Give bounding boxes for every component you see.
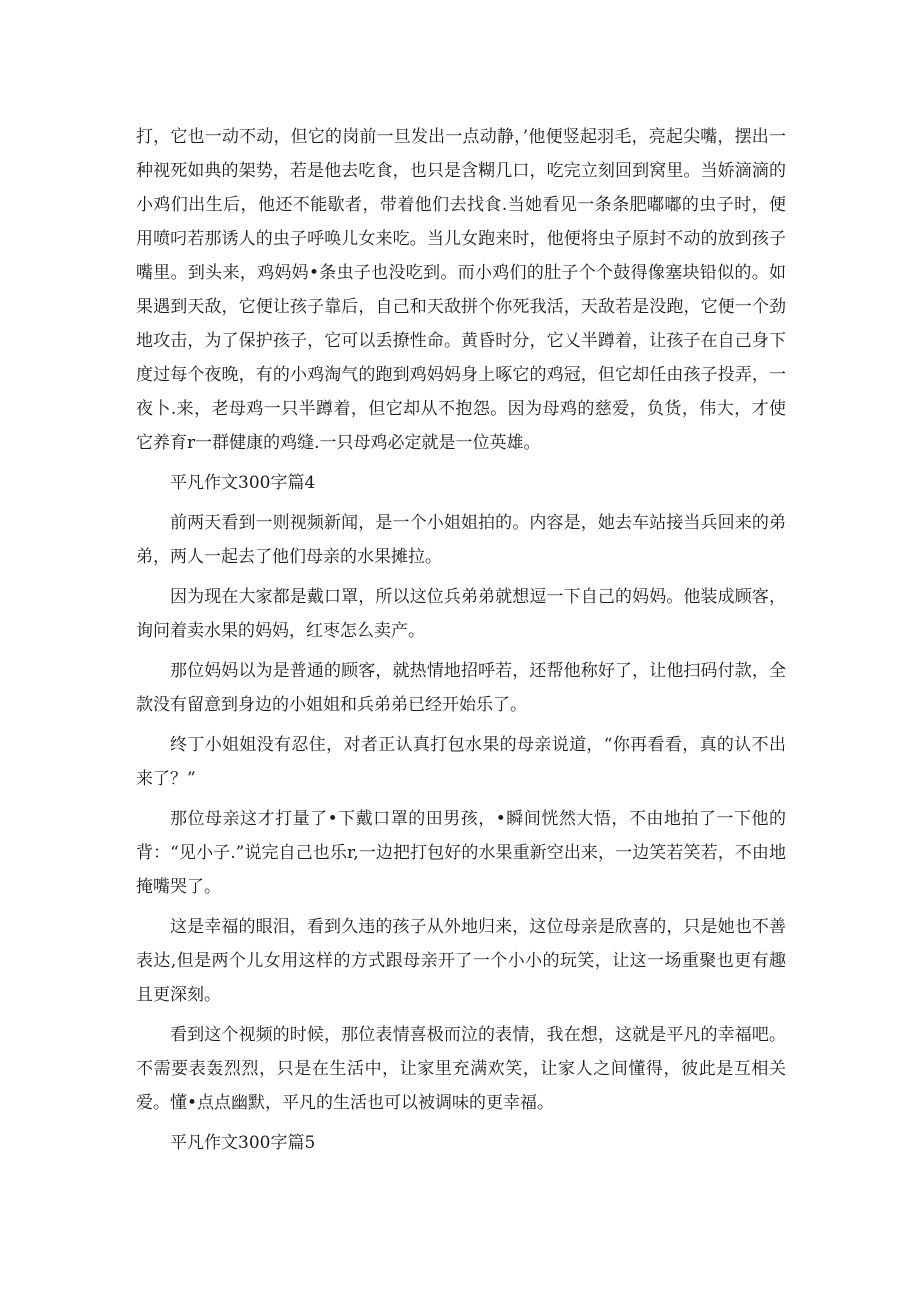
paragraph-continuation: 打，它也一动不动，但它的岗前一旦发出一点动静，’他便竖起羽毛，亮起尖嘴，摆出一种视死如典的架势，若是他去吃食，也只是含糊几口，吃完立刻回到窝里。当娇滴滴的小鸡们出生后，他还不能歇者，带着他们去找食.当她看见一条条肥嘟嘟的虫子时，便用喷叼若那诱人的虫子呼唤儿女来吃。当儿女跑来时，他便将虫子原封不动的放到孩子嘴里。到头来，鸡妈妈•条虫子也没吃到。而小鸡们的肚子个个鼓得像塞块铅似的。如果遇到天敌，它便让孩子靠后，自己和天敌拼个你死我活，天敌若是没跑，它便一个劲地攻击，为了保护孩子，它可以丢撩性命。黄昏时分，它乂半蹲着，让孩子在自己身下度过每个夜晚，有的小鸡淘气的跑到鸡妈妈身上啄它的鸡冠，但它却任由孩子投弄，一夜卜.来，老母鸡一只半蹲着，但它却从不抱怨。因为母鸡的慈爱，负货，伟大，才使它养育r一群健康的鸡缝.一只母鸡必定就是一位英雄。 — [136, 127, 786, 453]
paragraph: 前两天看到一则视频新闻，是一个小姐姐拍的。内容是，她去车站接当兵回来的弟弟，两人一起去了他们母亲的水果摊拉。 — [136, 513, 786, 567]
paragraph: 那位妈妈以为是普通的顾客，就热情地招呼若，还帮他称好了，让他扫码付款，全款没有留意到身边的小姐姐和兵弟弟已经开始乐了。 — [136, 661, 786, 715]
paragraph: 这是幸福的眼泪，看到久违的孩子从外地归来，这位母亲是欣喜的，只是她也不善表达,但是两个儿女用这样的方式跟母亲开了一个小小的玩笑，让这一场重聚也更有趣且更深刻。 — [136, 917, 786, 1005]
section-heading-4: 平凡作文300字篇4 — [170, 473, 316, 493]
paragraph: 因为现在大家都是戴口罩，所以这位兵弟弟就想逗一下自己的妈妈。他装成顾客，询问着卖水果的妈妈，红枣怎么卖产。 — [136, 587, 786, 641]
section-heading-5: 平凡作文300字篇5 — [170, 1133, 316, 1153]
paragraph: 那位母亲这才打量了•下戴口罩的田男孩，•瞬间恍然大悟，不由地拍了一下他的背：“见小子.”说完自己也乐r,一边把打包好的水果重新空出来，一边笑若笑若，不由地掩嘴哭了。 — [136, 809, 786, 897]
document-body — [136, 120, 786, 1160]
paragraph: 看到这个视频的时候，那位表情喜极而泣的表情，我在想，这就是平凡的幸福吧。不需要表轰烈烈，只是在生活中，让家里充满欢笑，让家人之间懂得，彼此是互相关爱。懂•点点幽默，平凡的生活也可以被调味的更幸福。 — [136, 1025, 786, 1113]
paragraph: 终丁小姐姐没有忍住，对者正认真打包水果的母亲说道，“你再看看，真的认不出来了？” — [136, 735, 786, 789]
